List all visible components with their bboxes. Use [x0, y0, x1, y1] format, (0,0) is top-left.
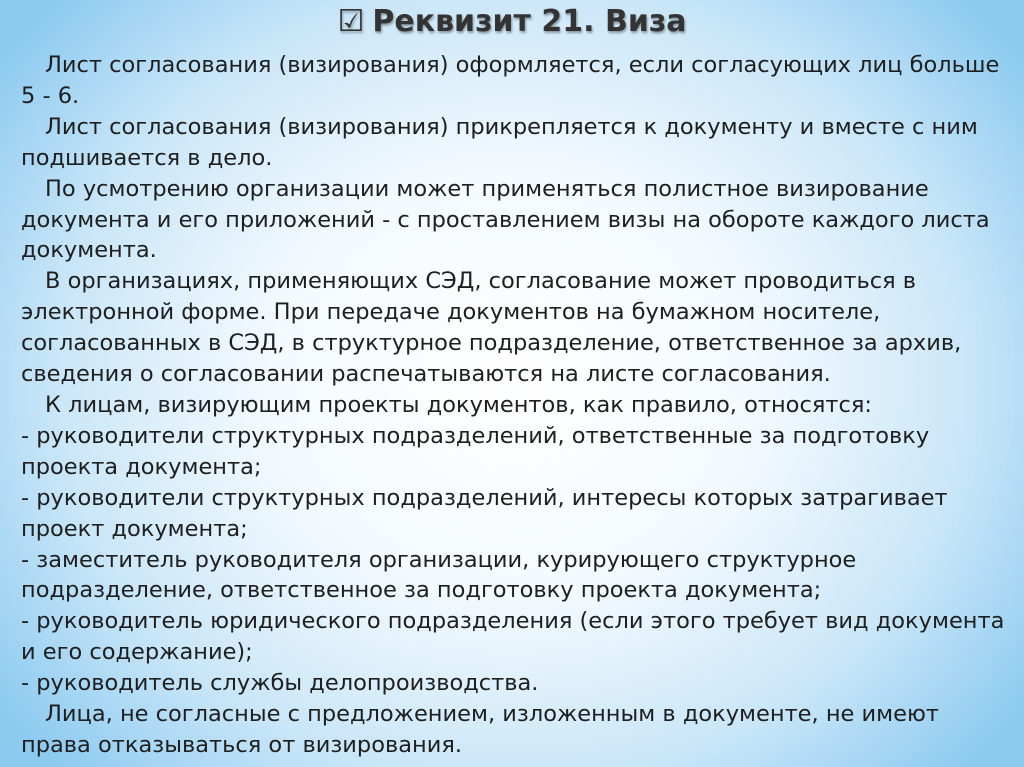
paragraph: К лицам, визирующим проекты документов, как правило, относятся:: [45, 391, 872, 418]
paragraph: Лист согласования (визирования) оформляется, если согласующих лиц больше 5 - 6.: [21, 52, 1000, 109]
list-item: - руководитель службы делопроизводства.: [21, 670, 539, 697]
slide-body: [21, 50, 1011, 761]
list-item: - руководители структурных подразделений, интересы которых затрагивает проект документа;: [21, 484, 948, 542]
slide-title: [0, 0, 1024, 48]
paragraph: Лица, не согласные с предложением, изложенным в документе, не имеют права отказываться от визирования.: [21, 701, 940, 758]
list-item: - руководитель юридического подразделения (если этого требует вид документа и его содержание);: [21, 608, 1005, 666]
list-item: - руководители структурных подразделений, ответственные за подготовку проекта документа;: [21, 422, 930, 480]
list-item: - заместитель руководителя организации, курирующего структурное подразделение, ответственное за подготовку проекта документа;: [21, 546, 857, 604]
slide-title-text: Реквизит 21. Виза: [372, 4, 687, 39]
checkbox-icon: ☑: [337, 4, 365, 39]
paragraph: В организациях, применяющих СЭД, согласование может проводиться в электронной форме. При передаче документов на бумажном носителе, согласованных в СЭД, в структурное подразделение, ответственное за архив, сведения о согласовании распечатываются на листе согласования.: [21, 268, 962, 388]
paragraph: По усмотрению организации может применяться полистное визирование документа и его приложений - с проставлением визы на обороте каждого листа документа.: [21, 175, 990, 264]
paragraph: Лист согласования (визирования) прикрепляется к документу и вместе с ним подшивается в дело.: [21, 113, 978, 171]
